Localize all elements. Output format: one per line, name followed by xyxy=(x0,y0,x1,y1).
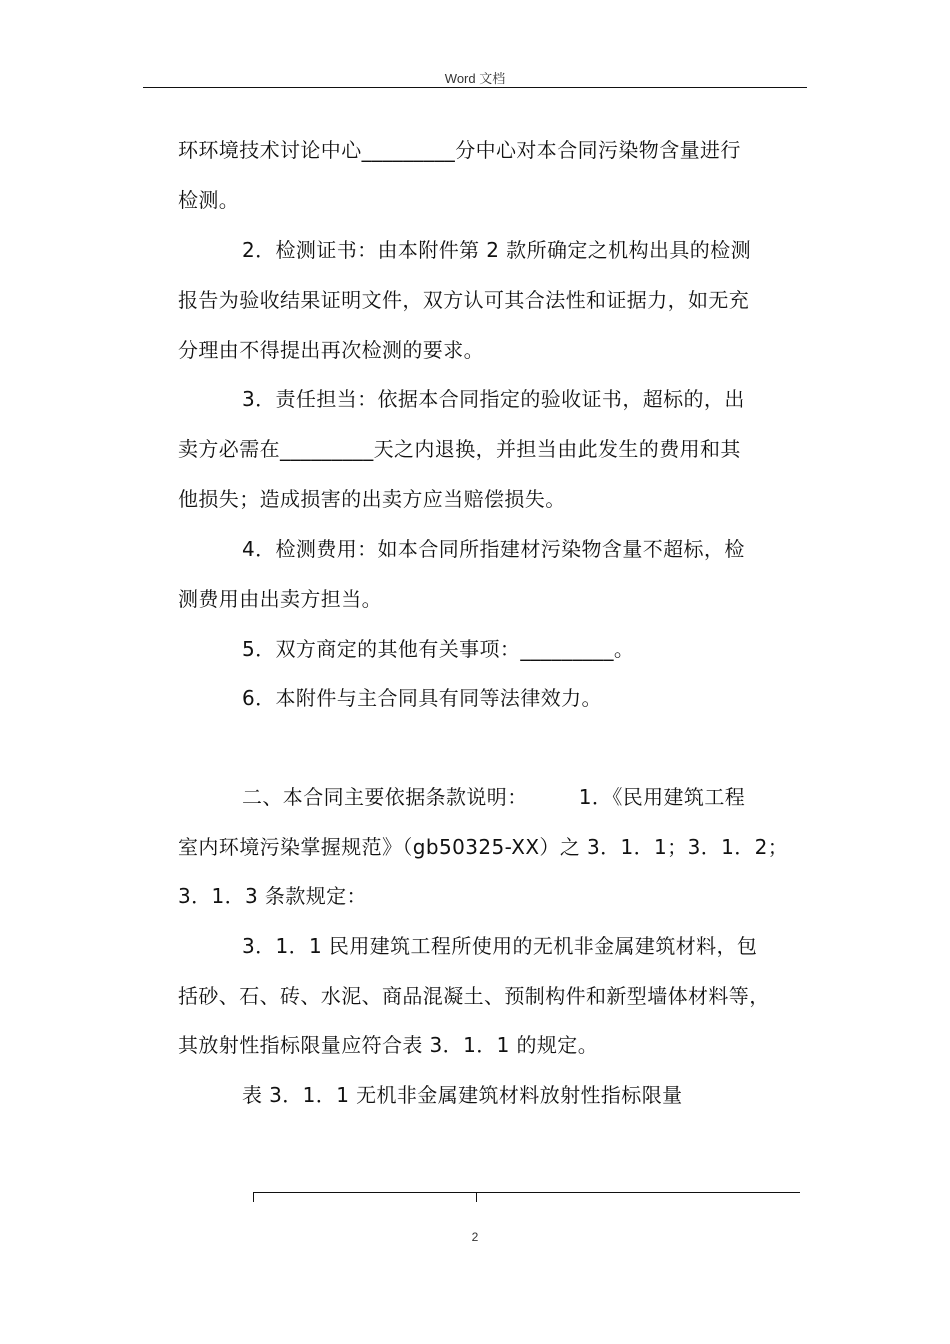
paragraph-line: 测费用由出卖方担当。 xyxy=(178,587,382,611)
paragraph-line: 5．双方商定的其他有关事项：_________。 xyxy=(242,637,635,661)
table-caption: 表 3．1．1 无机非金属建筑材料放射性指标限量 xyxy=(242,1083,683,1107)
paragraph-line: 6．本附件与主合同具有同等法律效力。 xyxy=(242,686,602,710)
paragraph-line: 3．责任担当：依据本合同指定的验收证书，超标的，出 xyxy=(242,387,745,411)
paragraph-line: 检测。 xyxy=(178,188,240,212)
table-top-border xyxy=(253,1192,800,1204)
paragraph-line: 括砂、石、砖、水泥、商品混凝土、预制构件和新型墙体材料等， xyxy=(178,984,770,1008)
paragraph-line: 分理由不得提出再次检测的要求。 xyxy=(178,338,484,362)
table-column-divider xyxy=(253,1192,254,1202)
document-header: Word 文档 xyxy=(444,71,506,86)
paragraph-line: 环环境技术讨论中心_________分中心对本合同污染物含量进行 xyxy=(178,138,741,162)
paragraph-line: 3．1．3 条款规定： xyxy=(178,884,367,908)
paragraph-line: 2．检测证书：由本附件第 2 款所确定之机构出具的检测 xyxy=(242,238,751,262)
table-column-divider xyxy=(476,1192,477,1202)
table-top-rule xyxy=(253,1192,800,1193)
paragraph-line: 其放射性指标限量应符合表 3．1．1 的规定。 xyxy=(178,1033,599,1057)
page-number: 2 xyxy=(471,1230,479,1244)
paragraph-line: 室内环境污染掌握规范》（gb50325-XX）之 3．1．1；3．1．2； xyxy=(178,835,789,859)
header-divider xyxy=(143,87,807,88)
paragraph-line: 报告为验收结果证明文件，双方认可其合法性和证据力，如无充 xyxy=(178,288,750,312)
paragraph-line: 他损失；造成损害的出卖方应当赔偿损失。 xyxy=(178,487,566,511)
paragraph-line: 卖方必需在_________天之内退换，并担当由此发生的费用和其 xyxy=(178,437,741,461)
paragraph-line: 3．1．1 民用建筑工程所使用的无机非金属建筑材料，包 xyxy=(242,934,758,958)
paragraph-line: 4．检测费用：如本合同所指建材污染物含量不超标，检 xyxy=(242,537,745,561)
paragraph-line: 二、本合同主要依据条款说明： 1．《民用建筑工程 xyxy=(242,785,746,809)
